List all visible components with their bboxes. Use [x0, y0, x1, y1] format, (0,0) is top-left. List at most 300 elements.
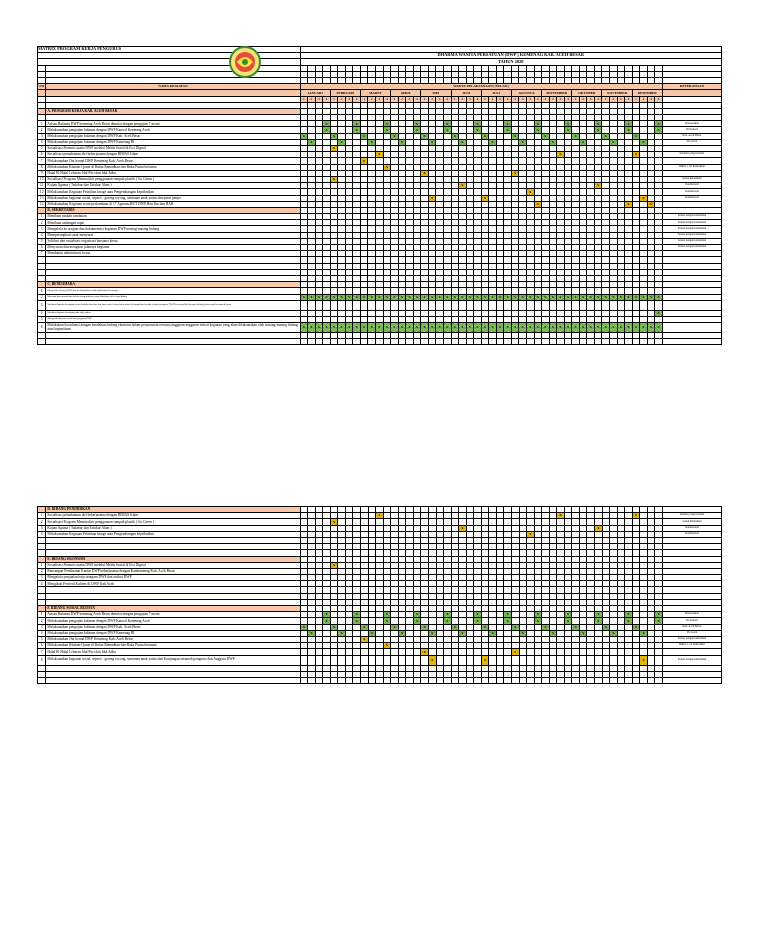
week-cell: [308, 339, 316, 345]
org-title: DHARMA WANITA PERSATUAN (DWP ) KEMENAG KAB. ACEH BESAR: [300, 53, 721, 59]
week-cell: [609, 300, 617, 310]
empty-cell: [662, 677, 721, 683]
week-cell: [549, 339, 557, 345]
activity-name: Melaksanakan pengajian bulanan dengan DWP Kab. Aceh Besar: [46, 133, 300, 139]
week-cell: [406, 339, 414, 345]
schedule-mark: X: [353, 127, 361, 133]
week-header: 4: [443, 96, 451, 102]
week-cell: [368, 300, 376, 310]
week-header: 1: [511, 96, 519, 102]
schedule-mark: X: [376, 294, 384, 300]
week-cell: [451, 677, 459, 683]
week-cell: [376, 677, 384, 683]
schedule-mark: X: [443, 294, 451, 300]
week-header: 3: [647, 96, 655, 102]
schedule-mark: X: [428, 139, 436, 145]
week-cell: [602, 655, 610, 665]
schedule-mark: X: [640, 630, 648, 636]
schedule-mark: X: [557, 513, 565, 519]
schedule-mark: X: [632, 294, 640, 300]
week-cell: [647, 655, 655, 665]
schedule-mark: X: [640, 294, 648, 300]
week-cell: [451, 339, 459, 345]
activity-name: Halal Bi Halal Lebaran Idul Fitri dan Idul Adha: [46, 170, 300, 176]
schedule-mark: X: [330, 133, 338, 139]
schedule-mark: X: [610, 630, 618, 636]
schedule-mark: X: [640, 195, 648, 201]
schedule-mark: X: [421, 133, 429, 139]
schedule-mark: X: [655, 310, 663, 316]
schedule-mark: X: [594, 323, 602, 333]
schedule-mark: X: [504, 121, 512, 127]
activity-remark: Sebulan yang berbeda: [662, 152, 721, 158]
activity-name: Melaksanakan pengajian bulanan dengan DWP Kanwil Kemenag Aceh: [46, 127, 300, 133]
schedule-mark: X: [474, 121, 482, 127]
week-cell: [557, 677, 565, 683]
schedule-mark: X: [504, 127, 512, 133]
week-cell: [527, 655, 535, 665]
week-cell: [330, 677, 338, 683]
week-cell: [610, 677, 618, 683]
program-matrix-table: [37, 46, 722, 345]
schedule-mark: X: [421, 649, 429, 655]
week-cell: [466, 655, 474, 665]
schedule-mark: X: [572, 133, 580, 139]
week-cell: [459, 339, 467, 345]
activity-name: Kajian Agama ( Tadabur dan Tafakur Alam ): [46, 183, 300, 189]
week-cell: [632, 300, 640, 310]
program-matrix-sheet-1: [37, 46, 722, 345]
week-cell: [496, 677, 504, 683]
activity-number: 1: [38, 513, 46, 519]
schedule-mark: X: [489, 294, 497, 300]
schedule-mark: X: [428, 294, 436, 300]
week-cell: [398, 339, 406, 345]
activity-name: Arisan Bulanan DWP kemenag Aceh Besar dimulai dengan pengajian 7 menit: [46, 121, 300, 127]
activity-name: Rancangan Pembuatan Kantin DWP bekerjasama dengan Kankemenag Kab. Aceh Besar: [46, 568, 300, 574]
schedule-mark: X: [579, 294, 587, 300]
schedule-mark: X: [323, 323, 331, 333]
schedule-mark: X: [391, 624, 399, 630]
schedule-mark: X: [383, 164, 391, 170]
activity-name: Kajian Agama ( Tadabur dan Tafakur Alam ): [46, 525, 300, 531]
week-cell: [511, 655, 519, 665]
schedule-mark: X: [398, 139, 406, 145]
week-cell: [564, 677, 572, 683]
week-header: 3: [315, 96, 323, 102]
column-header-activity: NAMA KEGIATAN: [46, 84, 300, 90]
schedule-mark: X: [549, 323, 557, 333]
activity-remark: [662, 300, 721, 310]
week-cell: [602, 300, 610, 310]
schedule-mark: X: [436, 323, 444, 333]
schedule-mark: X: [406, 323, 414, 333]
schedule-mark: X: [421, 170, 429, 176]
schedule-mark: X: [428, 195, 436, 201]
schedule-mark: X: [632, 624, 640, 630]
schedule-mark: X: [398, 294, 406, 300]
schedule-mark: X: [655, 323, 663, 333]
week-header: 3: [376, 96, 384, 102]
week-cell: [542, 300, 550, 310]
schedule-mark: X: [632, 133, 640, 139]
week-cell: [625, 339, 633, 345]
schedule-mark: X: [330, 294, 338, 300]
week-header: 3: [466, 96, 474, 102]
schedule-mark: X: [338, 630, 346, 636]
schedule-mark: X: [511, 294, 519, 300]
week-header: 2: [398, 96, 406, 102]
week-cell: [496, 655, 504, 665]
schedule-mark: X: [330, 519, 338, 525]
schedule-mark: X: [602, 323, 610, 333]
schedule-mark: X: [474, 127, 482, 133]
schedule-mark: X: [466, 294, 474, 300]
week-cell: [617, 655, 625, 665]
activity-name: Melaksanakan Kegiatan acara perlombaan di 17 Agustus,HUT DWP,Hari Ibu dan HAB: [46, 201, 300, 207]
week-header: 1: [421, 96, 429, 102]
week-cell: [534, 300, 542, 310]
dwp-emblem-icon: [227, 46, 263, 78]
month-header: JULI: [481, 90, 511, 96]
activity-name: Melaksanakan pengajian bulanan dengan DWP Kemenag RI: [46, 139, 300, 145]
week-cell: [625, 677, 633, 683]
schedule-mark: X: [323, 127, 331, 133]
week-header: 1: [330, 96, 338, 102]
activity-remark: Kondisional: [662, 189, 721, 195]
week-cell: [451, 300, 459, 310]
week-cell: [315, 677, 323, 683]
activity-remark: Sesuai dengan kebutuhan: [662, 220, 721, 226]
schedule-mark: X: [549, 139, 557, 145]
schedule-mark: X: [519, 139, 527, 145]
schedule-mark: X: [640, 655, 648, 665]
activity-number: 13: [38, 195, 46, 201]
week-cell: [632, 339, 640, 345]
schedule-mark: X: [323, 294, 331, 300]
week-cell: [489, 300, 497, 310]
week-header: 2: [428, 96, 436, 102]
schedule-mark: X: [519, 294, 527, 300]
week-cell: [413, 339, 421, 345]
activity-name: Melaksanakan kegiatan sosial, seperti : goteng royong, santunan anak yatim dan Konjungan seramah pengurus dan Anggota DWP: [46, 655, 300, 665]
activity-remark: Sesuai dengan kebutuhan: [662, 636, 721, 642]
week-cell: [489, 677, 497, 683]
schedule-mark: X: [323, 121, 331, 127]
activity-name: Melaksanakan Kegiatan Pelatihan Image atau Pengembangan kepribadian: [46, 189, 300, 195]
column-header-remark: KETERANGAN: [662, 84, 721, 90]
week-cell: [557, 300, 565, 310]
schedule-mark: X: [345, 323, 353, 333]
schedule-mark: X: [625, 618, 633, 624]
week-header: 3: [345, 96, 353, 102]
schedule-mark: X: [564, 121, 572, 127]
week-header: 2: [338, 96, 346, 102]
schedule-mark: X: [300, 624, 308, 630]
schedule-mark: X: [436, 294, 444, 300]
schedule-mark: X: [609, 294, 617, 300]
schedule-mark: X: [383, 294, 391, 300]
activity-number: 8: [38, 164, 46, 170]
week-cell: [572, 677, 580, 683]
activity-remark: Dhiler 1-10 Ramadhan: [662, 164, 721, 170]
week-cell: [406, 300, 414, 310]
month-header: MARET: [360, 90, 390, 96]
schedule-mark: X: [481, 133, 489, 139]
week-cell: [308, 655, 316, 665]
week-cell: [572, 655, 580, 665]
week-cell: [360, 300, 368, 310]
activity-number: 8: [38, 655, 46, 665]
schedule-mark: X: [602, 624, 610, 630]
week-cell: [436, 300, 444, 310]
week-cell: [300, 300, 308, 310]
week-cell: [655, 300, 663, 310]
schedule-mark: X: [542, 133, 550, 139]
activity-remark: Sesuai dengan kebutuhan: [662, 214, 721, 220]
week-cell: [564, 300, 572, 310]
schedule-mark: X: [421, 294, 429, 300]
activity-name: Menyusun dan mengatur jalannya kegiatan: [46, 245, 300, 251]
week-cell: [376, 300, 384, 310]
schedule-mark: X: [594, 121, 602, 127]
schedule-mark: X: [534, 127, 542, 133]
schedule-mark: X: [451, 624, 459, 630]
week-header: 4: [413, 96, 421, 102]
activity-number: 4: [38, 232, 46, 238]
week-cell: [315, 655, 323, 665]
schedule-mark: X: [345, 294, 353, 300]
week-header: 3: [406, 96, 414, 102]
week-cell: [496, 300, 504, 310]
column-header-time: WAKTU PELAKSANAAN ( BULAN ): [300, 84, 662, 90]
week-header: 4: [353, 96, 361, 102]
week-cell: [406, 677, 414, 683]
week-cell: [617, 300, 625, 310]
week-cell: [594, 655, 602, 665]
schedule-mark: X: [353, 121, 361, 127]
section-title: B. SEKRETARIS: [46, 207, 300, 213]
schedule-mark: X: [330, 562, 338, 568]
schedule-mark: X: [632, 513, 640, 519]
schedule-mark: X: [594, 525, 602, 531]
activity-remark: Di Kanwil: [662, 127, 721, 133]
schedule-mark: X: [368, 323, 376, 333]
schedule-mark: X: [504, 618, 512, 624]
activity-remark: Sesuai dengan kebutuhan: [662, 655, 721, 665]
week-cell: [376, 339, 384, 345]
schedule-mark: X: [413, 121, 421, 127]
schedule-mark: X: [466, 323, 474, 333]
schedule-mark: X: [413, 612, 421, 618]
activity-number: 11: [38, 183, 46, 189]
schedule-mark: X: [625, 294, 633, 300]
week-cell: [511, 339, 519, 345]
week-cell: [572, 339, 580, 345]
schedule-mark: X: [579, 323, 587, 333]
schedule-mark: X: [625, 121, 633, 127]
section-title: D. BIDANG PENDIDIKAN: [46, 507, 300, 513]
schedule-mark: X: [534, 612, 542, 618]
week-cell: [353, 677, 361, 683]
schedule-mark: X: [489, 630, 497, 636]
month-header: DESEMBER: [632, 90, 662, 96]
week-cell: [632, 655, 640, 665]
week-cell: [625, 300, 633, 310]
activity-remark: Kondisional: [662, 525, 721, 531]
month-header: SEPTEMBER: [542, 90, 572, 96]
week-cell: [421, 677, 429, 683]
activity-number: 1: [38, 121, 46, 127]
activity-remark: Sebulan yang berbeda: [662, 513, 721, 519]
activity-number: 5: [38, 146, 46, 152]
schedule-mark: X: [617, 323, 625, 333]
schedule-mark: X: [451, 294, 459, 300]
week-cell: [481, 300, 489, 310]
week-header: 4: [625, 96, 633, 102]
schedule-mark: X: [602, 133, 610, 139]
schedule-mark: X: [481, 195, 489, 201]
schedule-mark: X: [526, 189, 534, 195]
schedule-mark: X: [383, 127, 391, 133]
schedule-mark: X: [308, 294, 316, 300]
week-header: 1: [542, 96, 550, 102]
schedule-mark: X: [383, 612, 391, 618]
year-title: TAHUN 2020: [300, 59, 721, 65]
schedule-mark: X: [504, 323, 512, 333]
schedule-mark: X: [444, 612, 452, 618]
week-header: 4: [655, 96, 663, 102]
activity-remark: Sesuai dengan kebutuhan: [662, 232, 721, 238]
month-header: MEI: [421, 90, 451, 96]
schedule-mark: X: [609, 139, 617, 145]
activity-number: 3: [38, 226, 46, 232]
month-header: OKTOBER: [572, 90, 602, 96]
activity-name: Solidasi dan sosialisasi organisasi bersama ketua: [46, 238, 300, 244]
schedule-mark: X: [534, 121, 542, 127]
schedule-mark: X: [360, 323, 368, 333]
week-cell: [557, 655, 565, 665]
week-header: 2: [640, 96, 648, 102]
schedule-mark: X: [353, 612, 361, 618]
schedule-mark: X: [489, 139, 497, 145]
schedule-mark: X: [323, 618, 331, 624]
schedule-mark: X: [391, 323, 399, 333]
activity-number: 1: [38, 562, 46, 568]
week-header: 2: [459, 96, 467, 102]
schedule-mark: X: [406, 294, 414, 300]
schedule-mark: X: [625, 127, 633, 133]
week-header: 3: [617, 96, 625, 102]
week-cell: [466, 300, 474, 310]
week-cell: [594, 339, 602, 345]
schedule-mark: X: [640, 323, 648, 333]
week-cell: [323, 655, 331, 665]
schedule-mark: X: [459, 525, 467, 531]
schedule-mark: X: [625, 201, 633, 207]
schedule-mark: X: [428, 630, 436, 636]
schedule-mark: X: [353, 323, 361, 333]
week-cell: [474, 655, 482, 665]
week-cell: [330, 300, 338, 310]
week-cell: [361, 677, 369, 683]
activity-name: Melaksanakan kegiatan sosial, seperti : goteng royong, santunan anak yatim dan panti jompo: [46, 195, 300, 201]
week-cell: [504, 339, 512, 345]
schedule-mark: X: [459, 323, 467, 333]
activity-number: 7: [38, 158, 46, 164]
schedule-mark: X: [353, 294, 361, 300]
schedule-mark: X: [330, 146, 338, 152]
activity-name: Arisan Bulanan DWP kemenag Aceh Besar dimulai dengan pengajian 7 menit: [46, 612, 300, 618]
schedule-mark: X: [383, 121, 391, 127]
activity-remark: Via zoom: [662, 139, 721, 145]
week-header: 1: [602, 96, 610, 102]
activity-number: 3: [38, 575, 46, 581]
schedule-mark: X: [413, 323, 421, 333]
week-header: 2: [368, 96, 376, 102]
schedule-mark: X: [527, 531, 535, 537]
activity-number: 2: [38, 618, 46, 624]
week-cell: [444, 655, 452, 665]
week-cell: [383, 300, 391, 310]
schedule-mark: X: [330, 624, 338, 630]
schedule-mark: X: [360, 133, 368, 139]
activity-number: 4: [38, 581, 46, 587]
schedule-mark: X: [594, 612, 602, 618]
activity-number: 12: [38, 189, 46, 195]
schedule-mark: X: [655, 612, 663, 618]
activity-name: Mengelola rekening DWP dan melaksanakan tertib administrasi keuangan: [46, 288, 300, 294]
week-cell: [655, 677, 663, 683]
schedule-mark: X: [443, 121, 451, 127]
schedule-mark: X: [496, 323, 504, 333]
schedule-mark: X: [323, 612, 331, 618]
week-cell: [564, 655, 572, 665]
activity-remark: Di Kanwil: [662, 618, 721, 624]
week-cell: [413, 300, 421, 310]
week-cell: [398, 677, 406, 683]
schedule-mark: X: [564, 618, 572, 624]
week-cell: [345, 677, 353, 683]
week-header: 2: [489, 96, 497, 102]
schedule-mark: X: [572, 323, 580, 333]
week-cell: [579, 339, 587, 345]
week-cell: [496, 339, 504, 345]
schedule-mark: X: [459, 630, 467, 636]
week-cell: [353, 300, 361, 310]
week-cell: [594, 300, 602, 310]
month-header: NOVEMBER: [602, 90, 632, 96]
week-cell: [338, 300, 346, 310]
week-cell: [368, 339, 376, 345]
week-cell: [323, 677, 331, 683]
week-cell: [587, 677, 595, 683]
activity-remark: Dhiler 1-10 Ramadhan: [662, 643, 721, 649]
activity-name: Melaksanakan Kegiatan Pelatihan Image atau Pengembangan kepribadian: [46, 531, 300, 537]
schedule-mark: X: [368, 294, 376, 300]
activity-number: 4: [38, 139, 46, 145]
activity-number: 10: [38, 176, 46, 182]
week-cell: [391, 339, 399, 345]
schedule-mark: X: [511, 323, 519, 333]
activity-remark: Kab. Aceh Besar: [662, 133, 721, 139]
week-cell: [542, 655, 550, 665]
week-cell: [436, 677, 444, 683]
activity-number: 6: [38, 245, 46, 251]
schedule-mark: X: [564, 294, 572, 300]
week-cell: [300, 677, 308, 683]
schedule-mark: X: [572, 294, 580, 300]
